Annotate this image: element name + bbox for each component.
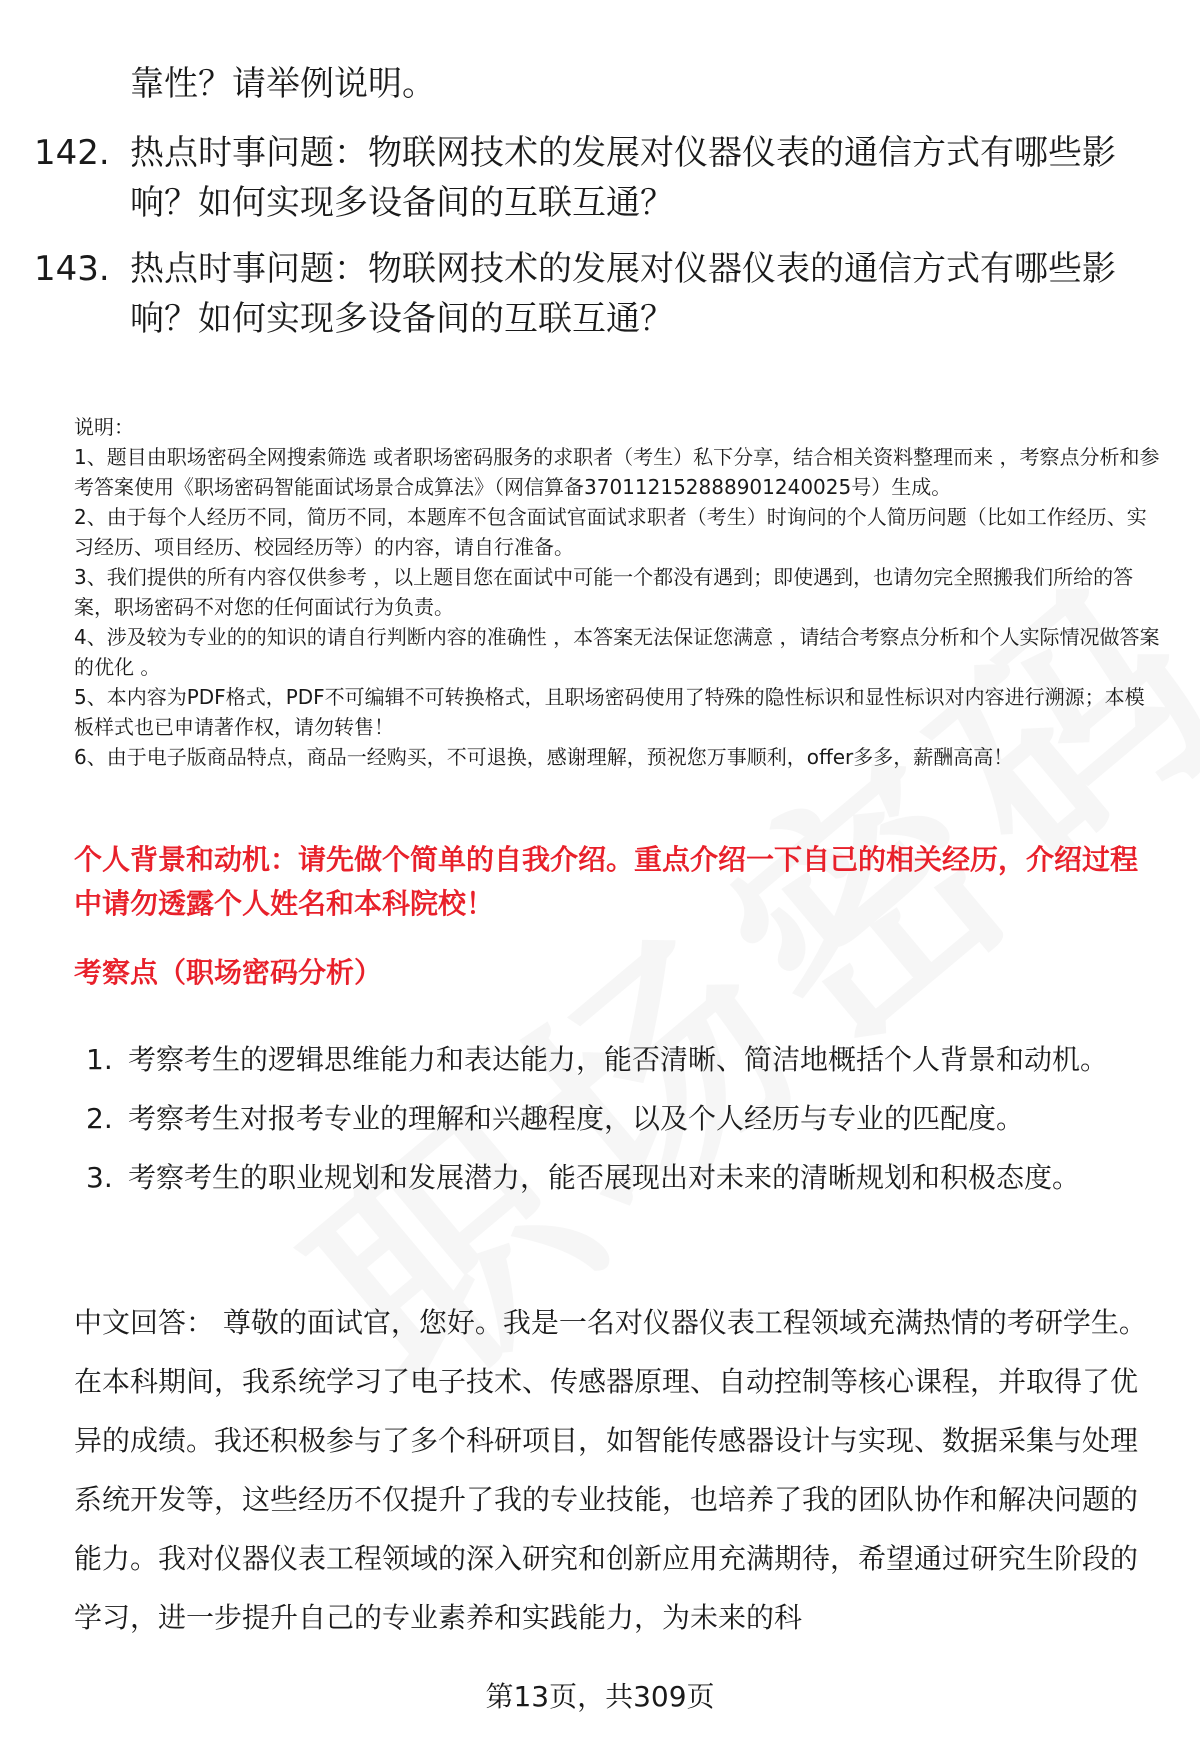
motivation-question: 个人背景和动机：请先做个简单的自我介绍。重点介绍一下自己的相关经历，介绍过程中请勿透露个人姓名和本科院校！ [74, 843, 1139, 920]
point-text: 考察考生的职业规划和发展潜力，能否展现出对未来的清晰规划和积极态度。 [128, 1161, 1081, 1194]
note-item: 5、本内容为PDF格式，PDF不可编辑不可转换格式，且职场密码使用了特殊的隐性标识和显性标识对内容进行溯源；本模板样式也已申请著作权，请勿转售！ [74, 685, 1145, 739]
point-number: 1. [86, 1043, 113, 1076]
note-item: 1、题目由职场密码全网搜索筛选 或者职场密码服务的求职者（考生）私下分享，结合相关资料整理而来 ，考察点分析和参考答案使用《职场密码智能面试场景合成算法》（网信算备370112152888901240025号）生成。 [74, 445, 1160, 499]
note-item: 3、我们提供的所有内容仅供参考 ，以上题目您在面试中可能一个都没有遇到；即使遇到，也请勿完全照搬我们所给的答案，职场密码不对您的任何面试行为负责。 [74, 565, 1134, 619]
question-item [34, 244, 1144, 344]
kaocha-point [74, 1089, 1164, 1148]
note-item: 4、涉及较为专业的的知识的请自行判断内容的准确性 ，本答案无法保证您满意 ，请结合考察点分析和个人实际情况做答案的优化 。 [74, 625, 1160, 679]
kaocha-points-list [74, 1030, 1164, 1207]
note-item: 6、由于电子版商品特点，商品一经购买，不可退换，感谢理解，预祝您万事顺利，offer多多，薪酬高高！ [74, 745, 1014, 769]
point-number: 2. [86, 1102, 113, 1135]
question-number: 143. [34, 249, 110, 289]
question-item [34, 128, 1144, 228]
point-text: 考察考生的逻辑思维能力和表达能力，能否清晰、简洁地概括个人背景和动机。 [128, 1043, 1109, 1076]
question-text: 热点时事问题：物联网技术的发展对仪器仪表的通信方式有哪些影响？如何实现多设备间的互联互通？ [130, 249, 1116, 339]
answer-text: 中文回答： 尊敬的面试官，您好。我是一名对仪器仪表工程领域充满热情的考研学生。在本科期间，我系统学习了电子技术、传感器原理、自动控制等核心课程，并取得了优异的成绩。我还积极参与了多个科研项目，如智能传感器设计与实现、数据采集与处理系统开发等，这些经历不仅提升了我的专业技能，也培养了我的团队协作和解决问题的能力。我对仪器仪表工程领域的深入研究和创新应用充满期待，希望通过研究生阶段的学习，进一步提升自己的专业素养和实践能力，为未来的科 [74, 1306, 1147, 1634]
kaocha-point [74, 1148, 1164, 1207]
notes-title: 说明： [74, 415, 134, 439]
question-text: 热点时事问题：物联网技术的发展对仪器仪表的通信方式有哪些影响？如何实现多设备间的互联互通？ [130, 133, 1116, 223]
point-text: 考察考生对报考专业的理解和兴趣程度，以及个人经历与专业的匹配度。 [128, 1102, 1025, 1135]
note-item: 2、由于每个人经历不同，简历不同，本题库不包含面试官面试求职者（考生）时询问的个人简历问题（比如工作经历、实习经历、项目经历、校园经历等）的内容，请自行准备。 [74, 505, 1147, 559]
point-number: 3. [86, 1161, 113, 1194]
question-number: 142. [34, 133, 110, 173]
question-continuation: 靠性？请举例说明。 [130, 64, 436, 104]
page-footer: 第13页，共309页 [485, 1680, 715, 1713]
notes-section [74, 412, 1160, 772]
kaocha-title: 考察点（职场密码分析） [74, 956, 383, 989]
kaocha-point [74, 1030, 1164, 1089]
